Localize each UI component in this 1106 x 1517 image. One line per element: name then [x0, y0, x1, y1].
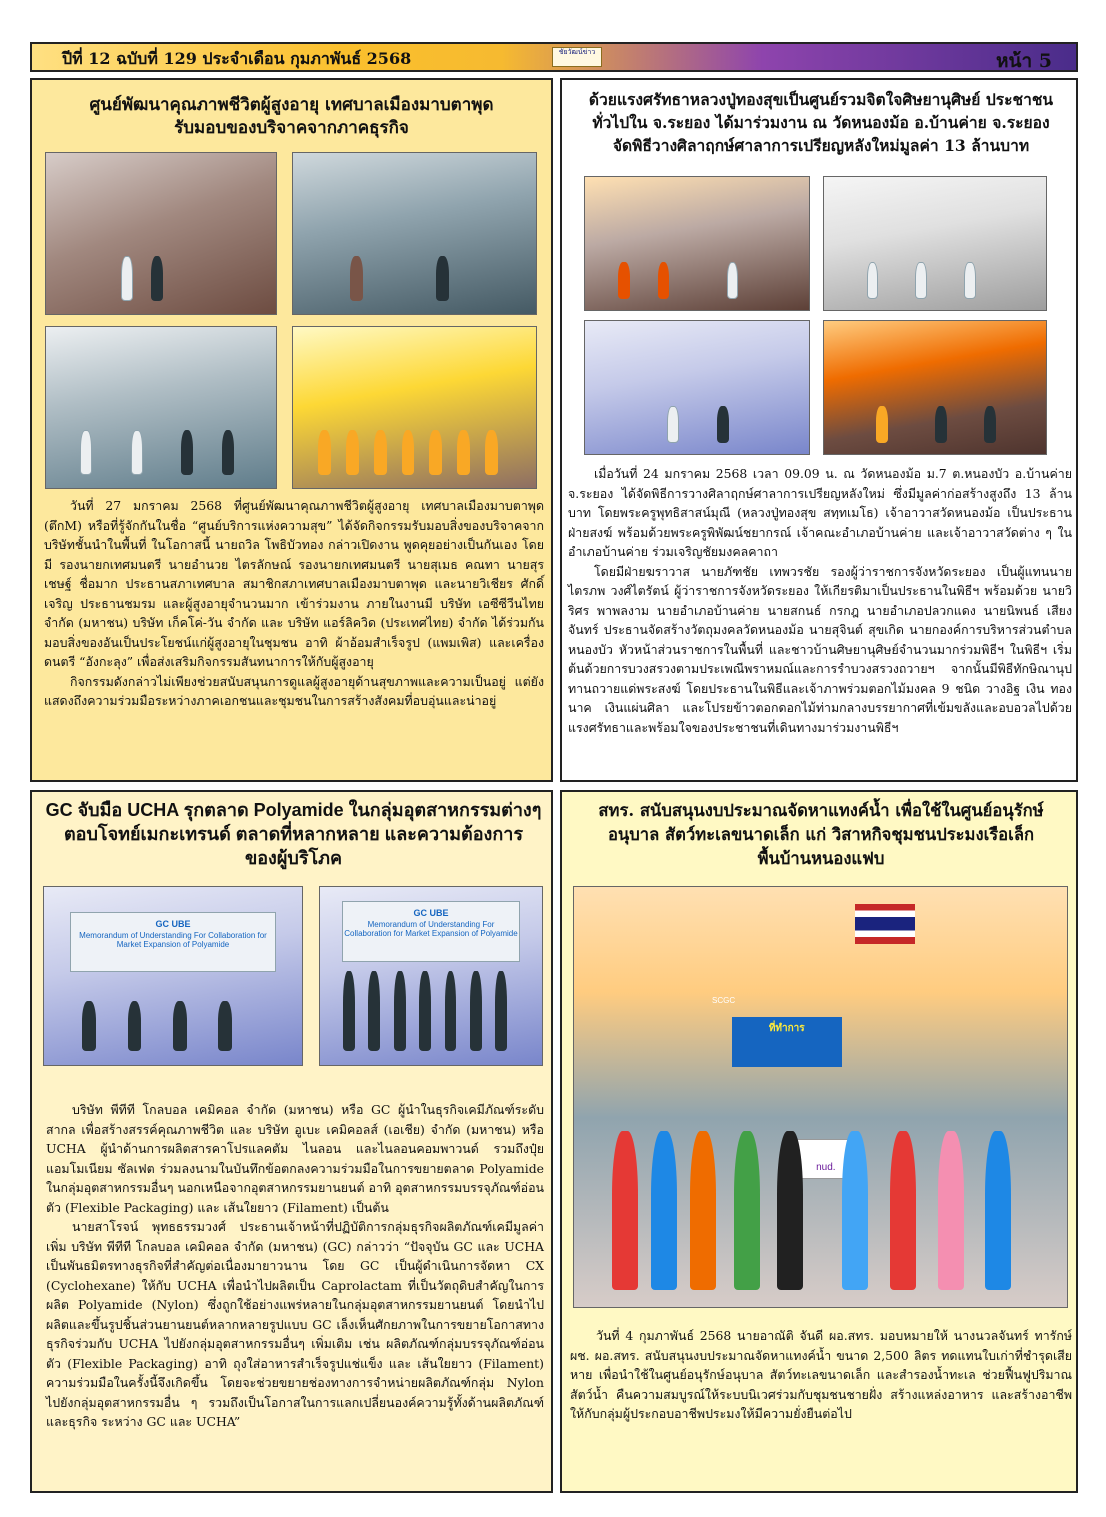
article-water-tank [560, 790, 1078, 1493]
article-elderly-body: วันที่ 27 มกราคม 2568 ที่ศูนย์พัฒนาคุณภาพชีวิตผู้สูงอายุ เทศบาลเมืองมาบตาพุด (ตึกM) หรือที่รู้จักกันในชื่อ “ศูนย์บริการแห่งความสุข” ได้จัดกิจกรรมรับมอบสิ่งของบริจาคจากบริษัทชั้นนำในพื้นที่ ในโอกาสนี้ นายถวิล โพธิบัวทอง กล่าวเปิดงาน พูดคุยอย่างเป็นกันเอง โดยมี รองนายกเทศมนตรี นายอำนวย ไตรลักษณ์ รองนายกเทศมนตรี นายสุเมธ คณทา นายสุรเชษฐ์ ชื่อมาก ประธานสภาเทศบาล สมาชิกสภาเทศบาลเมืองมาบตาพุด และนายวิเชียร ศักดิ์เจริญ ประธานชมรม และผู้สูงอายุจำนวนมาก เข้าร่วมงาน ภายในงานมี บริษัท เอซีซีวีนไทย จำกัด (มหาชน) บริษัท เก็คโค่-วัน จำกัด และ บริษัท แอร์ลิควิด (ประเทศไทย) จำกัด ได้ร่วมกันมอบสิ่งของอันเป็นประโยชน์แก่ผู้สูงอายุในชุมชน อาทิ ผ้าอ้อมสำเร็จรูป (แพมเพิส) และเครื่องดนตรี “อังกะลุง” เพื่อส่งเสริมกิจกรรมสันทนาการให้กับผู้สูงอายุ กิจกรรมดังกล่าวไม่เพียงช่วยสนับสนุนการดูแลผู้สูงอายุด้านสุขภาพและความเป็นอยู่ แต่ยังแสดงถึงความร่วมมือระหว่างภาคเอกชนและชุมชนในการสร้างสังคมที่อบอุ่นและน่าอยู่ [44, 498, 544, 708]
photo-mou-signing [43, 886, 303, 1066]
photo-officials-seated [45, 326, 277, 489]
article-sot-body: วันที่ 4 กุมภาพันธ์ 2568 นายอาณัติ จันดี ผอ.สทร. มอบหมายให้ นางนวลจันทร์ ทารักษ์ ผช. ผอ.สทร. สนับสนุนงบประมาณจัดหาแทงค์น้ำ ขนาด 2,500 ลิตร ทดแทนใบเก่าที่ชำรุดเสียหาย เพื่อนำใช้ในศูนย์อนุรักษ์อนุบาล สัตว์ทะเลขนาดเล็ก และสำรองน้ำทะเล ช่วยฟื้นฟูปริมาณสัตว์น้ำ คืนความสมบูรณ์ให้ระบบนิเวศร่วมกับชุมชนชายฝั่ง สร้างแหล่งอาหาร และสร้างอาชีพ ให้กับกลุ่มผู้ประกอบอาชีพประมงให้มีความยั่งยืนต่อไป [570, 1328, 1072, 1421]
article-elderly-center [30, 78, 553, 782]
photo-monks-ceremony [584, 176, 810, 311]
article-sot-headline: สทร. สนับสนุนงบประมาณจัดหาแทงค์น้ำ เพื่อใช้ในศูนย์อนุรักษ์ อนุบาล สัตว์ทะเลขนาดเล็ก แก่ วิสาหกิจชุมชนประมงเรือเล็ก พื้นบ้านหนองแฟบ [598, 800, 1044, 868]
photo-placing-bricks [584, 320, 810, 455]
article-gc-body: บริษัท พีทีที โกลบอล เคมิคอล จำกัด (มหาชน) หรือ GC ผู้นำในธุรกิจเคมีภัณฑ์ระดับสากล เพื่อสร้างสรรค์คุณภาพชีวิต และ บริษัท อูเบะ เคมิคอลส์ (เอเชีย) จำกัด (มหาชน) หรือ UCHA ผู้นำด้านการผลิตสารคาโปรแลคตัม ไนลอน และไนลอนคอมพาวนด์ รวมถึงปุ๋ยแอมโมเนียม ซัลเฟต ร่วมลงนามในบันทึกข้อตกลงความร่วมมือในการขยายตลาด Polyamide ในกลุ่มอุตสาหกรรมอื่นๆ นอกเหนือจากอุตสาหกรรมยานยนต์ อาทิ อุตสาหกรรมบรรจุภัณฑ์อ่อนตัว (Flexible Packaging) และ เส้นใยยาว (Filament) เป็นต้น นายสาโรจน์ พุทธธรรมวงศ์ ประธานเจ้าหน้าที่ปฏิบัติการกลุ่มธุรกิจผลิตภัณฑ์เคมีมูลค่าเพิ่ม บริษัท พีทีที โกลบอล เคมิคอล จำกัด (มหาชน) (GC) กล่าวว่า “ปัจจุบัน GC และ UCHA เป็นพันธมิตรทางธุรกิจที่สำคัญต่อเนื่องมายาวนาน โดย GC เป็นผู้ดำเนินการจัดหา CX (Cyclohexane) ให้กับ UCHA เพื่อนำไปผลิตเป็น Caprolactam ที่เป็นวัตถุดิบสำคัญในการผลิต Polyamide (Nylon) ซึ่งถูกใช้อย่างแพร่หลายในกลุ่มอุตสาหกรรมยานยนต์ โดยนำไปผลิตและขึ้นรูปชิ้นส่วนยานยนต์หลากหลายรูปแบบ GC เล็งเห็นศักยภาพในการขยายโอกาสทางธุรกิจร่วมกับ UCHA ไปยังกลุ่มอุตสาหกรรมอื่นๆ เพิ่มเติม เช่น ผลิตภัณฑ์กลุ่มบรรจุภัณฑ์อ่อนตัว (Flexible Packaging) อาทิ ถุงใส่อาหารสำเร็จรูปแช่แข็ง และ เส้นใยยาว (Filament) ความร่วมมือในครั้งนี้จึงเกิดขึ้น โดยจะช่วยขยายช่องทางการจำหน่ายผลิตภัณฑ์กลุ่ม Nylon ไปยังกลุ่มอุตสาหกรรมอื่น ๆ รวมถึงเป็นโอกาสในการแลกเปลี่ยนองค์ความรู้ทั้งด้านผลิตภัณฑ์และธุรกิจ ระหว่าง GC และ UCHA” [46, 1102, 544, 1429]
photo-group-yellow-shirts [292, 326, 537, 489]
article-temple-headline: ด้วยแรงศรัทธาหลวงปู่ทองสุขเป็นศูนย์รวมจิตใจศิษยานุศิษย์ ประชาชน ทั่วไปใน จ.ระยอง ได้มาร่วมงาน ณ วัดหนองม้อ อ.บ้านค่าย จ.ระยอง จัดพิธีวางศิลาฤกษ์ศาลาการเปรียญหลังใหม่มูลค่า 13 ล้านบาท [588, 90, 1054, 155]
photo-community-group [573, 886, 1068, 1308]
issue-info: ปีที่ 12 ฉบับที่ 129 ประจำเดือน กุมภาพันธ์ 2568 [62, 49, 412, 68]
photo-foundation-stone [823, 320, 1047, 455]
photo-officials-white [823, 176, 1047, 311]
article-temple [560, 78, 1078, 782]
article-elderly-headline: ศูนย์พัฒนาคุณภาพชีวิตผู้สูงอายุ เทศบาลเมืองมาบตาพุด รับมอบของบริจาคจากภาคธุรกิจ [89, 95, 494, 138]
page-number: หน้า 5 [995, 50, 1052, 72]
newspaper-logo: ชัยวัฒน์ข่าว [552, 47, 602, 67]
mou-logo: GC UBE [155, 918, 191, 929]
mou-banner-text: Memorandum of Understanding For Collaboration for Market Expansion of Polyamide [79, 930, 267, 949]
mou-banner-text-2: Memorandum of Understanding For Collaboration for Market Expansion of Polyamide [344, 920, 518, 939]
article-gc-ucha [30, 790, 553, 1493]
photo-elderly-man-speaking [292, 152, 537, 315]
photo-speaker [45, 152, 277, 315]
thai-flag [855, 904, 915, 944]
mou-logo-2: GC UBE [413, 908, 449, 919]
article-gc-headline: GC จับมือ UCHA รุกตลาด Polyamide ในกลุ่มอุตสาหกรรมต่างๆ ตอบโจทย์เมกะเทรนด์ ตลาดที่หลากหลาย และความต้องการ ของผู้บริโภค [45, 800, 542, 868]
article-temple-body: เมื่อวันที่ 24 มกราคม 2568 เวลา 09.09 น. ณ วัดหนองม้อ ม.7 ต.หนองบัว อ.บ้านค่าย จ.ระยอง ได้จัดพิธีการวางศิลาฤกษ์ศาลาการเปรียญหลังใหม่ ซึ่งมีมูลค่าก่อสร้างสูงถึง 13 ล้านบาท โดยพระครูพุทธิสาสน์มุณี (หลวงปู่ทองสุข สทฺทเมโธ) เจ้าอาวาสวัดหนองม้อ เป็นประธานฝ่ายสงฆ์ พร้อมด้วยพระครูพิพัฒน์ชยากรณ์ เจ้าคณะอำเภอบ้านค่าย และเจ้าอาวาสวัดต่าง ๆ ในอำเภอบ้านค่าย ร่วมเจริญชัยมงคลคาถา โดยมีฝ่ายฆราวาส นายภัฑชัย เทพวรชัย รองผู้ว่าราชการจังหวัดระยอง เป็นผู้แทนนายไตรภพ วงศ์ไตรัตน์ ผู้ว่าราชการจังหวัดระยอง ให้เกียรติมาเป็นประธานในพิธีฯ พร้อมด้วย นายวิริศร พาพลงาม นายอำเภอบ้านค่าย นายสกนธ์ กรกฎ นายอำเภอปลวกแดง นายนิพนธ์ เสียงจันทร์ ประธานจัดสร้างวัตถุมงคลวัดหนองม้อ นายสุจินต์ สุขเกิด นายกองค์การบริหารส่วนตำบลหนองบัว หัวหน้าส่วนราชการในพื้นที่ และชาวบ้านศิษยานุศิษย์จำนวนมากร่วมพิธีฯ ในพิธีฯ เริ่มต้นด้วยการบวงสรวงตามประเพณีพราหมณ์และการรำบวงสรวงถวายฯ จากนั้นมีพิธีทักษิณานุปทานถวายแด่พระสงฆ์ โดยประธานในพิธีและเจ้าภาพร่วมตอกไม้มงคล 9 ชนิด วางอิฐ เงิน ทอง นาค เงินแผ่นศิลา และโปรยข้าวตอกดอกไม้ท่ามกลางบรรยากาศที่เข้มขลังและอบอวลไปด้วยแรงศรัทธาและพร้อมใจของประชาชนที่เดินทางมาร่วมงานพิธีฯ [568, 466, 1072, 735]
photo-mou-group [319, 886, 543, 1066]
page-header [30, 42, 1078, 72]
office-sign: ที่ทำการ [732, 1017, 842, 1067]
scgc-logo: SCGC [712, 996, 736, 1006]
poster-board: nud. [796, 1139, 856, 1179]
